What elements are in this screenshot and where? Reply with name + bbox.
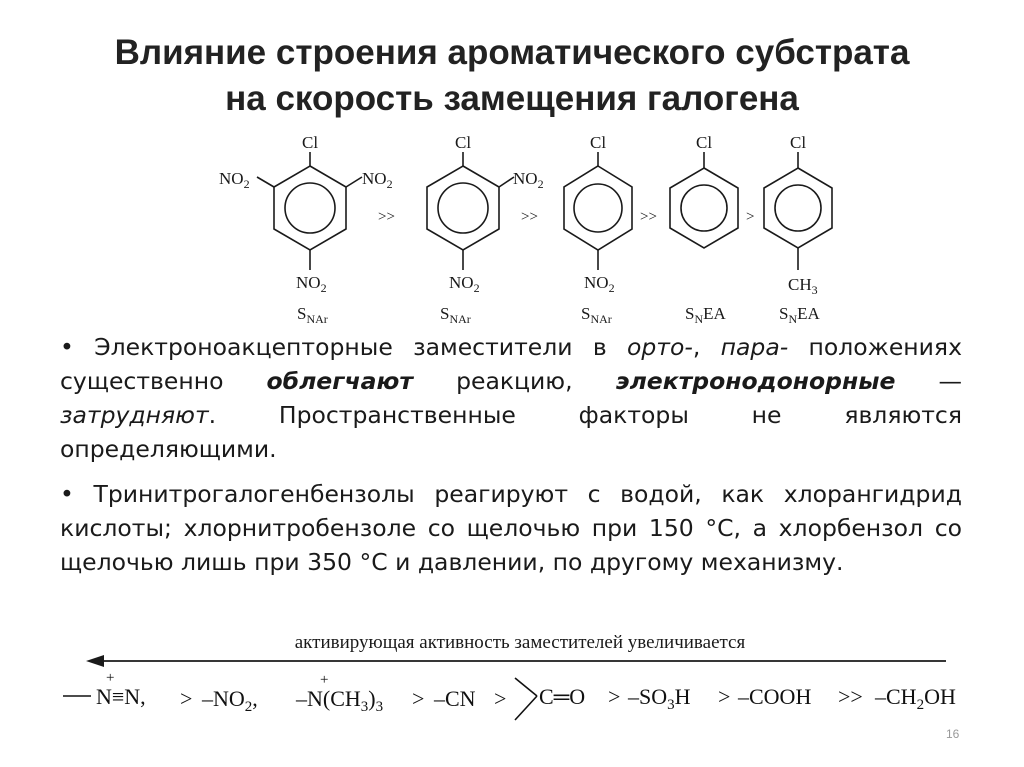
m4-cl: Cl	[696, 133, 713, 152]
b1-dash: —	[895, 367, 962, 395]
gt-5: >	[718, 684, 731, 709]
m5-mechanism: $S_NEA$	[779, 304, 820, 326]
diazonium-charge: +	[106, 670, 115, 686]
bullet-2	[60, 477, 962, 579]
m3-cl: Cl	[590, 133, 607, 152]
arrow-label: активирующая активность заместителей увеличивается	[294, 632, 746, 653]
m3-no2-para: $NO_2$	[584, 273, 615, 295]
b1-donors: электронодонорные	[615, 367, 896, 395]
m2-no2-para: $NO_2$	[449, 273, 480, 295]
b1-text-5: . Пространственные факторы не являются определяющими.	[60, 401, 962, 463]
ring-2	[427, 152, 514, 270]
comparator-2: >>	[521, 209, 538, 225]
gt-3: >	[494, 686, 507, 711]
diazonium-group: N≡N,	[96, 684, 146, 709]
m2-cl: Cl	[455, 133, 472, 152]
m1-no2-left: $NO_2$	[219, 169, 250, 191]
title-line-1: Влияние строения ароматического субстрата	[114, 33, 910, 72]
b1-facilitate: облегчают	[266, 367, 413, 395]
cyano-group: –CN	[434, 686, 476, 711]
b1-text-1: Электроноакцепторные заместители в	[94, 333, 627, 361]
comparator-3: >>	[640, 209, 657, 225]
bullet-list	[60, 330, 962, 579]
m1-cl: Cl	[302, 133, 319, 152]
b1-text-2: ,	[692, 333, 721, 361]
b1-text-4: реакцию,	[412, 367, 616, 395]
gt-6: >>	[838, 684, 863, 709]
ring-3	[564, 152, 632, 270]
sulfo-group: $-SO_3H$	[628, 684, 691, 713]
gt-1: >	[180, 686, 193, 711]
b1-ortho: орто-	[627, 333, 693, 361]
gt-4: >	[608, 684, 621, 709]
bullet-marker: •	[60, 333, 74, 361]
page-number: 16	[946, 727, 960, 741]
m2-no2-ortho: $NO_2$	[513, 169, 544, 191]
b2-text: Тринитрогалогенбензолы реагируют с водой, как хлорангидрид кислоты; хлорнитробензоле со щелочью при 150 °С, а хлорбензол со щелочью лишь при 350 °С и давлении, по другому механизму.	[60, 480, 962, 576]
comparator-4: >	[746, 209, 755, 225]
activation-arrow	[86, 655, 946, 667]
m1-no2-para: $NO_2$	[296, 273, 327, 295]
nitro-group: $-NO_2$,	[202, 686, 258, 715]
bullet-marker: •	[60, 480, 74, 508]
carbonyl-group: C═O	[539, 684, 586, 709]
hydroxymethyl-group: $-CH_2OH$	[875, 684, 956, 713]
ammonium-charge: +	[320, 672, 329, 688]
title-line-2: на скорость замещения галогена	[225, 79, 799, 118]
b1-text-3: положениях существенно	[60, 333, 962, 395]
m5-cl: Cl	[790, 133, 807, 152]
comparator-1: >>	[378, 209, 395, 225]
m4-mechanism: $S_NEA$	[685, 304, 726, 326]
gt-2: >	[412, 686, 425, 711]
b1-hinder: затрудняют	[60, 401, 209, 429]
m1-mechanism: $S_{NAr}$	[297, 304, 328, 326]
ring-4	[670, 152, 738, 248]
m3-mechanism: $S_{NAr}$	[581, 304, 612, 326]
m1-no2-right: $NO_2$	[362, 169, 393, 191]
ammonium-group: $-N(CH_3)_3$	[296, 686, 384, 715]
carboxyl-group: –COOH	[738, 684, 812, 709]
b1-para: пара-	[720, 333, 789, 361]
m2-mechanism: $S_{NAr}$	[440, 304, 471, 326]
ring-5	[764, 152, 832, 270]
m5-ch3-para: $CH_3$	[788, 275, 818, 297]
bullet-1	[60, 330, 962, 466]
ring-1	[257, 152, 362, 270]
